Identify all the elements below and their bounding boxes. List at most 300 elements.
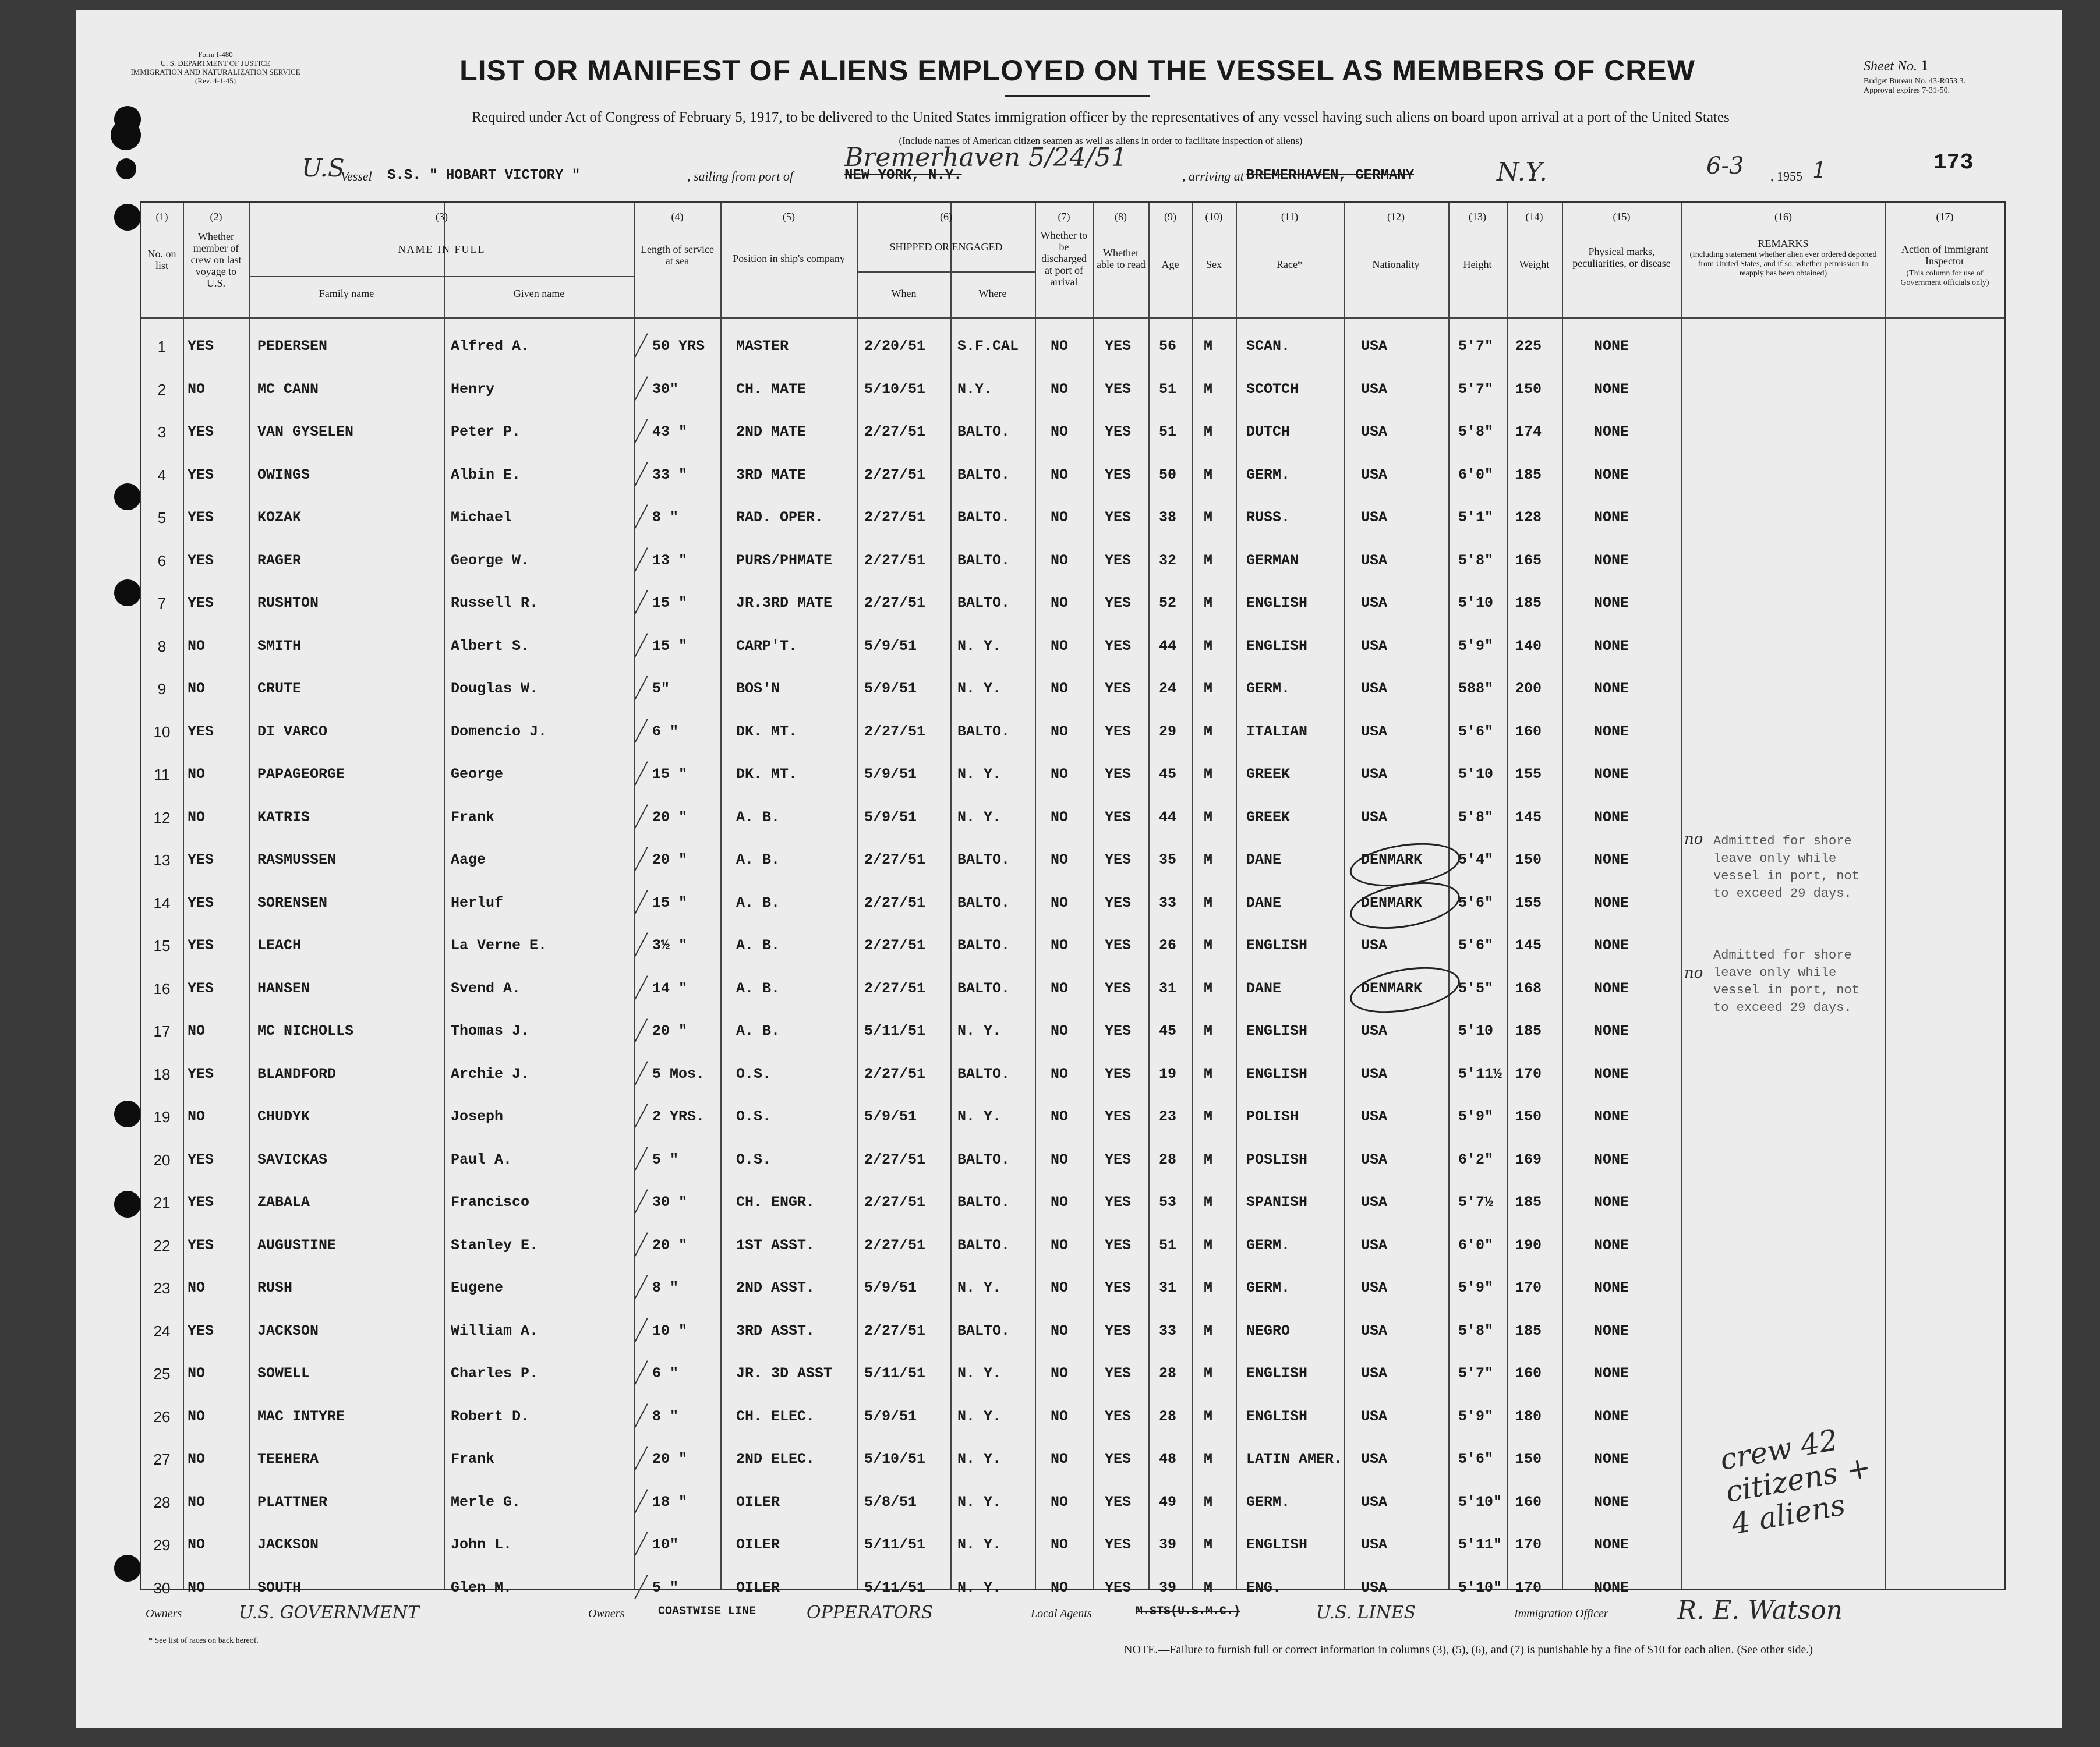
cell-given-name: Herluf xyxy=(451,894,504,911)
cell-given-name: Merle G. xyxy=(451,1494,521,1511)
col-divider xyxy=(444,203,445,1589)
cell-shipped-when: 2/27/51 xyxy=(864,1322,926,1339)
cell-height: 5'6" xyxy=(1458,937,1494,954)
col-number: (11) xyxy=(1281,211,1299,222)
cell-age: 31 xyxy=(1159,980,1177,997)
cell-able-to-read: YES xyxy=(1105,851,1132,868)
cell-weight: 155 xyxy=(1515,894,1542,911)
cell-position: CH. MATE xyxy=(736,381,807,398)
cell-given-name: William A. xyxy=(451,1322,539,1339)
cell-weight: 165 xyxy=(1515,552,1542,569)
cell-height: 5'7" xyxy=(1458,338,1494,355)
cell-weight: 168 xyxy=(1515,980,1542,997)
header-previous-crew: Whether member of crew on last voyage to U.S. xyxy=(190,231,242,289)
cell-service-length: 2 YRS. xyxy=(652,1108,705,1125)
cell-weight: 185 xyxy=(1515,466,1542,483)
cell-weight: 155 xyxy=(1515,766,1542,783)
cell-height: 5'5" xyxy=(1458,980,1494,997)
cell-physical-marks: NONE xyxy=(1594,423,1629,440)
cell-physical-marks: NONE xyxy=(1594,1066,1629,1083)
arrival-year: , 1955 xyxy=(1770,169,1802,183)
col-divider xyxy=(1681,203,1682,1589)
cell-able-to-read: YES xyxy=(1105,1151,1132,1168)
approval-expiry: Approval expires 7-31-50. xyxy=(1864,86,1950,95)
cell-able-to-read: YES xyxy=(1105,1494,1132,1511)
cell-position: CH. ELEC. xyxy=(736,1408,815,1425)
cell-shipped-where: BALTO. xyxy=(957,423,1010,440)
cell-shipped-when: 5/11/51 xyxy=(864,1536,926,1553)
cell-family-name: HANSEN xyxy=(257,980,310,997)
cell-family-name: TEEHERA xyxy=(257,1451,319,1467)
cell-shipped-when: 5/11/51 xyxy=(864,1579,926,1596)
agents-handwritten: U.S. LINES xyxy=(1316,1603,1416,1623)
row-number: 23 xyxy=(153,1279,171,1297)
cell-able-to-read: YES xyxy=(1105,937,1132,954)
cell-able-to-read: YES xyxy=(1105,1536,1132,1553)
cell-shipped-where: N. Y. xyxy=(957,638,1002,655)
page-number: 173 xyxy=(1933,150,1974,175)
cell-service-length: 13 " xyxy=(652,552,688,569)
cell-given-name: Glen M. xyxy=(451,1579,512,1596)
agents-label-text: Local Agents xyxy=(1031,1607,1092,1620)
row-number: 12 xyxy=(153,809,171,826)
cell-prev-voyage: NO xyxy=(188,1579,206,1596)
cell-family-name: DI VARCO xyxy=(257,723,328,740)
cell-physical-marks: NONE xyxy=(1594,1237,1629,1254)
service-tick-mark xyxy=(634,547,648,572)
col-number: (17) xyxy=(1936,211,1954,222)
owners-value-handwritten: U.S. GOVERNMENT xyxy=(239,1603,419,1623)
cell-age: 19 xyxy=(1159,1066,1177,1083)
cell-height: 5'10" xyxy=(1458,1494,1502,1511)
cell-height: 5'8" xyxy=(1458,1322,1494,1339)
cell-prev-voyage: YES xyxy=(188,1066,214,1083)
col-divider xyxy=(1093,203,1094,1589)
col-divider xyxy=(1192,203,1193,1589)
arrival-date-handwritten: 6-3 xyxy=(1706,153,1744,179)
officer-label xyxy=(1514,1607,1608,1621)
col-number: (8) xyxy=(1115,211,1127,222)
cell-nationality: USA xyxy=(1361,1322,1388,1339)
cell-service-length: 3½ " xyxy=(652,937,688,954)
cell-weight: 185 xyxy=(1515,595,1542,611)
service-tick-mark xyxy=(634,1403,648,1428)
cell-prev-voyage: NO xyxy=(188,1108,206,1125)
cell-nationality: USA xyxy=(1361,680,1388,697)
cell-nationality: USA xyxy=(1361,1194,1388,1211)
cell-prev-voyage: YES xyxy=(188,338,214,355)
cell-shipped-when: 2/27/51 xyxy=(864,1237,926,1254)
cell-shipped-when: 2/27/51 xyxy=(864,1066,926,1083)
cell-position: JR. 3D ASST xyxy=(736,1365,833,1382)
service-tick-mark xyxy=(634,1275,648,1299)
cell-shipped-when: 2/27/51 xyxy=(864,894,926,911)
cell-service-length: 5 " xyxy=(652,1151,679,1168)
cell-able-to-read: YES xyxy=(1105,1066,1132,1083)
cell-service-length: 15 " xyxy=(652,638,688,655)
cell-age: 29 xyxy=(1159,723,1177,740)
cell-age: 50 xyxy=(1159,466,1177,483)
row-number: 10 xyxy=(153,723,171,741)
cell-shipped-where: BALTO. xyxy=(957,552,1010,569)
cell-able-to-read: YES xyxy=(1105,766,1132,783)
cell-race: ITALIAN xyxy=(1246,723,1308,740)
cell-race: SCAN. xyxy=(1246,338,1291,355)
cell-service-length: 5 " xyxy=(652,1579,679,1596)
cell-sex: M xyxy=(1204,1151,1213,1168)
cell-nationality: USA xyxy=(1361,338,1388,355)
cell-race: DUTCH xyxy=(1246,423,1291,440)
cell-discharged: NO xyxy=(1051,509,1069,526)
cell-given-name: Charles P. xyxy=(451,1365,539,1382)
cell-shipped-when: 5/8/51 xyxy=(864,1494,917,1511)
cell-discharged: NO xyxy=(1051,466,1069,483)
punch-hole xyxy=(114,204,141,231)
vessel-label-text: Vessel xyxy=(341,169,372,183)
cell-race: GREEK xyxy=(1246,766,1291,783)
cell-shipped-where: N. Y. xyxy=(957,1365,1002,1382)
cell-nationality: USA xyxy=(1361,595,1388,611)
cell-shipped-where: BALTO. xyxy=(957,851,1010,868)
cell-position: OILER xyxy=(736,1579,780,1596)
cell-shipped-when: 2/27/51 xyxy=(864,466,926,483)
agents-value: M.STS(U.S.M.C.) xyxy=(1136,1605,1241,1618)
row-number: 18 xyxy=(153,1066,171,1083)
row-number: 22 xyxy=(153,1237,171,1254)
cell-weight: 170 xyxy=(1515,1066,1542,1083)
service-name: IMMIGRATION AND NATURALIZATION SERVICE xyxy=(130,68,300,76)
cell-weight: 185 xyxy=(1515,1194,1542,1211)
service-tick-mark xyxy=(634,1360,648,1385)
cell-sex: M xyxy=(1204,851,1213,868)
cell-position: A. B. xyxy=(736,851,780,868)
cell-sex: M xyxy=(1204,1408,1213,1425)
cell-position: A. B. xyxy=(736,894,780,911)
cell-able-to-read: YES xyxy=(1105,638,1132,655)
cell-given-name: John L. xyxy=(451,1536,512,1553)
cell-age: 28 xyxy=(1159,1365,1177,1382)
cell-prev-voyage: YES xyxy=(188,723,214,740)
cell-discharged: NO xyxy=(1051,980,1069,997)
cell-prev-voyage: YES xyxy=(188,851,214,868)
cell-weight: 145 xyxy=(1515,937,1542,954)
cell-shipped-when: 2/27/51 xyxy=(864,423,926,440)
cell-sex: M xyxy=(1204,980,1213,997)
cell-position: O.S. xyxy=(736,1151,772,1168)
cell-shipped-when: 2/27/51 xyxy=(864,980,926,997)
cell-nationality: USA xyxy=(1361,1536,1388,1553)
cell-race: DANE xyxy=(1246,980,1282,997)
cell-position: 2ND ASST. xyxy=(736,1279,815,1296)
cell-service-length: 5" xyxy=(652,680,670,697)
cell-service-length: 10" xyxy=(652,1536,679,1553)
row-number: 2 xyxy=(157,381,167,398)
cell-race: GERM. xyxy=(1246,680,1291,697)
cell-service-length: 10 " xyxy=(652,1322,688,1339)
cell-race: ENGLISH xyxy=(1246,638,1308,655)
cell-nationality: USA xyxy=(1361,1279,1388,1296)
service-tick-mark xyxy=(634,462,648,486)
cell-age: 28 xyxy=(1159,1408,1177,1425)
cell-family-name: BLANDFORD xyxy=(257,1066,337,1083)
cell-given-name: Michael xyxy=(451,509,512,526)
cell-discharged: NO xyxy=(1051,1365,1069,1382)
cell-given-name: Douglas W. xyxy=(451,680,539,697)
cell-nationality: USA xyxy=(1361,723,1388,740)
cell-given-name: Francisco xyxy=(451,1194,530,1211)
cell-race: GERM. xyxy=(1246,1279,1291,1296)
cell-shipped-when: 5/9/51 xyxy=(864,638,917,655)
cell-prev-voyage: YES xyxy=(188,980,214,997)
col-divider xyxy=(634,203,635,1589)
cell-nationality: USA xyxy=(1361,1579,1388,1596)
cell-discharged: NO xyxy=(1051,723,1069,740)
cell-family-name: SORENSEN xyxy=(257,894,328,911)
cell-able-to-read: YES xyxy=(1105,509,1132,526)
cell-age: 44 xyxy=(1159,638,1177,655)
cell-service-length: 18 " xyxy=(652,1494,688,1511)
cell-sex: M xyxy=(1204,638,1213,655)
cell-race: POLISH xyxy=(1246,1108,1299,1125)
row-number: 27 xyxy=(153,1451,171,1468)
cell-weight: 160 xyxy=(1515,1494,1542,1511)
cell-family-name: SMITH xyxy=(257,638,302,655)
cell-sex: M xyxy=(1204,552,1213,569)
subtitle-note: (Include names of American citizen seamen as well as aliens in order to facilitate inspection of aliens) xyxy=(899,135,1303,146)
cell-able-to-read: YES xyxy=(1105,1108,1132,1125)
row-number: 24 xyxy=(153,1322,171,1340)
cell-position: JR.3RD MATE xyxy=(736,595,833,611)
cell-prev-voyage: NO xyxy=(188,1494,206,1511)
cell-nationality: USA xyxy=(1361,1494,1388,1511)
header-discharged: Whether to be discharged at port of arrival xyxy=(1040,229,1088,288)
cell-race: ENGLISH xyxy=(1246,1365,1308,1382)
cell-race: ENGLISH xyxy=(1246,595,1308,611)
vessel-name: S.S. " HOBART VICTORY " xyxy=(387,168,581,183)
remark-mark: no xyxy=(1684,830,1703,848)
cell-given-name: Henry xyxy=(451,381,495,398)
cell-family-name: RASMUSSEN xyxy=(257,851,337,868)
cell-age: 26 xyxy=(1159,937,1177,954)
cell-nationality: USA xyxy=(1361,1108,1388,1125)
cell-height: 6'0" xyxy=(1458,466,1494,483)
cell-discharged: NO xyxy=(1051,1494,1069,1511)
cell-sex: M xyxy=(1204,595,1213,611)
cell-shipped-where: BALTO. xyxy=(957,595,1010,611)
cell-discharged: NO xyxy=(1051,1279,1069,1296)
cell-race: GERMAN xyxy=(1246,552,1299,569)
cell-physical-marks: NONE xyxy=(1594,1194,1629,1211)
header-weight: Weight xyxy=(1519,259,1550,270)
cell-family-name: ZABALA xyxy=(257,1194,310,1211)
cell-sex: M xyxy=(1204,1023,1213,1039)
cell-prev-voyage: NO xyxy=(188,809,206,826)
cell-service-length: 50 YRS xyxy=(652,338,705,355)
cell-height: 5'11½ xyxy=(1458,1066,1502,1083)
cell-race: ENGLISH xyxy=(1246,1023,1308,1039)
cell-height: 5'9" xyxy=(1458,1408,1494,1425)
header-action: Action of Immigrant Inspector xyxy=(1901,243,1988,267)
cell-family-name: LEACH xyxy=(257,937,302,954)
cell-sex: M xyxy=(1204,1451,1213,1467)
cell-discharged: NO xyxy=(1051,381,1069,398)
service-tick-mark xyxy=(634,504,648,529)
cell-discharged: NO xyxy=(1051,1151,1069,1168)
cell-family-name: SOWELL xyxy=(257,1365,310,1382)
cell-age: 24 xyxy=(1159,680,1177,697)
cell-race: ENG. xyxy=(1246,1579,1282,1596)
budget-number: Budget Bureau No. 43-R053.3. xyxy=(1864,77,1965,86)
service-tick-mark xyxy=(634,975,648,1000)
cell-nationality: USA xyxy=(1361,1023,1388,1039)
cell-nationality: USA xyxy=(1361,381,1388,398)
cell-family-name: PEDERSEN xyxy=(257,338,328,355)
cell-height: 5'8" xyxy=(1458,552,1494,569)
owners2-label-text: Owners xyxy=(588,1607,625,1620)
form-number: Form I-480 xyxy=(198,50,233,59)
row-number: 29 xyxy=(153,1536,171,1554)
cell-discharged: NO xyxy=(1051,338,1069,355)
header-nationality: Nationality xyxy=(1372,259,1420,270)
cell-given-name: Russell R. xyxy=(451,595,539,611)
cell-given-name: George W. xyxy=(451,552,530,569)
cell-shipped-where: N.Y. xyxy=(957,381,993,398)
cell-height: 5'9" xyxy=(1458,1279,1494,1296)
cell-sex: M xyxy=(1204,766,1213,783)
cell-service-length: 20 " xyxy=(652,809,688,826)
header-family-name: Family name xyxy=(319,288,374,299)
cell-prev-voyage: NO xyxy=(188,1023,206,1039)
row-number: 20 xyxy=(153,1151,171,1169)
cell-discharged: NO xyxy=(1051,809,1069,826)
cell-physical-marks: NONE xyxy=(1594,1108,1629,1125)
cell-position: BOS'N xyxy=(736,680,780,697)
cell-age: 45 xyxy=(1159,766,1177,783)
cell-able-to-read: YES xyxy=(1105,809,1132,826)
cell-weight: 150 xyxy=(1515,1108,1542,1125)
cell-prev-voyage: YES xyxy=(188,894,214,911)
cell-age: 48 xyxy=(1159,1451,1177,1467)
cell-position: 3RD MATE xyxy=(736,466,807,483)
cell-physical-marks: NONE xyxy=(1594,1408,1629,1425)
cell-sex: M xyxy=(1204,1536,1213,1553)
cell-age: 39 xyxy=(1159,1579,1177,1596)
cell-shipped-when: 2/27/51 xyxy=(864,1151,926,1168)
arriving-label-text: , arriving at xyxy=(1182,169,1244,183)
cell-given-name: Stanley E. xyxy=(451,1237,539,1254)
cell-prev-voyage: YES xyxy=(188,466,214,483)
cell-prev-voyage: NO xyxy=(188,638,206,655)
cell-nationality: USA xyxy=(1361,1451,1388,1467)
port-from-struck: NEW YORK, N.Y. xyxy=(844,168,962,183)
header-list-no: No. on list xyxy=(147,248,176,271)
col-number: (12) xyxy=(1387,211,1405,222)
cell-nationality: USA xyxy=(1361,638,1388,655)
cell-shipped-where: N. Y. xyxy=(957,1494,1002,1511)
cell-weight: 170 xyxy=(1515,1279,1542,1296)
cell-physical-marks: NONE xyxy=(1594,509,1629,526)
cell-height: 5'9" xyxy=(1458,1108,1494,1125)
service-tick-mark xyxy=(634,932,648,957)
cell-given-name: Peter P. xyxy=(451,423,521,440)
arriving-label xyxy=(1182,169,1244,184)
sailing-label-text: , sailing from port of xyxy=(687,169,793,183)
cell-age: 53 xyxy=(1159,1194,1177,1211)
cell-nationality: USA xyxy=(1361,423,1388,440)
service-tick-mark xyxy=(634,847,648,871)
cell-physical-marks: NONE xyxy=(1594,552,1629,569)
cell-age: 49 xyxy=(1159,1494,1177,1511)
cell-position: MASTER xyxy=(736,338,789,355)
cell-shipped-where: BALTO. xyxy=(957,466,1010,483)
cell-able-to-read: YES xyxy=(1105,466,1132,483)
col-divider xyxy=(1507,203,1508,1589)
row-number: 21 xyxy=(153,1194,171,1211)
cell-family-name: KOZAK xyxy=(257,509,302,526)
cell-discharged: NO xyxy=(1051,1237,1069,1254)
cell-height: 5'9" xyxy=(1458,638,1494,655)
port-from-handwritten: Bremerhaven 5/24/51 xyxy=(844,143,1127,172)
cell-shipped-when: 5/9/51 xyxy=(864,1408,917,1425)
cell-shipped-when: 2/27/51 xyxy=(864,723,926,740)
service-tick-mark xyxy=(634,1446,648,1470)
cell-nationality: DENMARK xyxy=(1361,894,1423,911)
cell-height: 5'10 xyxy=(1458,766,1494,783)
service-tick-mark xyxy=(634,890,648,914)
cell-shipped-when: 5/10/51 xyxy=(864,381,926,398)
cell-weight: 190 xyxy=(1515,1237,1542,1254)
cell-age: 51 xyxy=(1159,1237,1177,1254)
cell-position: 3RD ASST. xyxy=(736,1322,815,1339)
cell-height: 5'7½ xyxy=(1458,1194,1494,1211)
cell-nationality: USA xyxy=(1361,1066,1388,1083)
cell-weight: 180 xyxy=(1515,1408,1542,1425)
cell-position: 1ST ASST. xyxy=(736,1237,815,1254)
cell-discharged: NO xyxy=(1051,766,1069,783)
cell-physical-marks: NONE xyxy=(1594,1579,1629,1596)
cell-position: OILER xyxy=(736,1536,780,1553)
shipped-subdivider xyxy=(857,271,1035,273)
row-number: 11 xyxy=(154,766,170,783)
form-revision: (Rev. 4-1-45) xyxy=(195,76,236,85)
cell-discharged: NO xyxy=(1051,1451,1069,1467)
cell-physical-marks: NONE xyxy=(1594,1536,1629,1553)
cell-given-name: Albert S. xyxy=(451,638,530,655)
col-divider xyxy=(1344,203,1345,1589)
header-when: When xyxy=(891,288,917,299)
cell-nationality: USA xyxy=(1361,1237,1388,1254)
header-read: Whether able to read xyxy=(1097,247,1146,270)
cell-age: 51 xyxy=(1159,381,1177,398)
punch-hole xyxy=(116,158,136,179)
cell-position: 2ND MATE xyxy=(736,423,807,440)
cell-service-length: 15 " xyxy=(652,595,688,611)
form-identifier xyxy=(125,50,306,85)
punch-hole xyxy=(114,483,141,510)
cell-position: CH. ENGR. xyxy=(736,1194,815,1211)
header-remarks: REMARKS xyxy=(1758,238,1809,249)
cell-given-name: Frank xyxy=(451,809,495,826)
cell-able-to-read: YES xyxy=(1105,1365,1132,1382)
cell-able-to-read: YES xyxy=(1105,1237,1132,1254)
service-tick-mark xyxy=(634,376,648,401)
col-divider xyxy=(1236,203,1237,1589)
row-number: 17 xyxy=(153,1023,171,1040)
cell-physical-marks: NONE xyxy=(1594,1023,1629,1039)
cell-sex: M xyxy=(1204,381,1213,398)
cell-family-name: CHUDYK xyxy=(257,1108,310,1125)
cell-able-to-read: YES xyxy=(1105,595,1132,611)
